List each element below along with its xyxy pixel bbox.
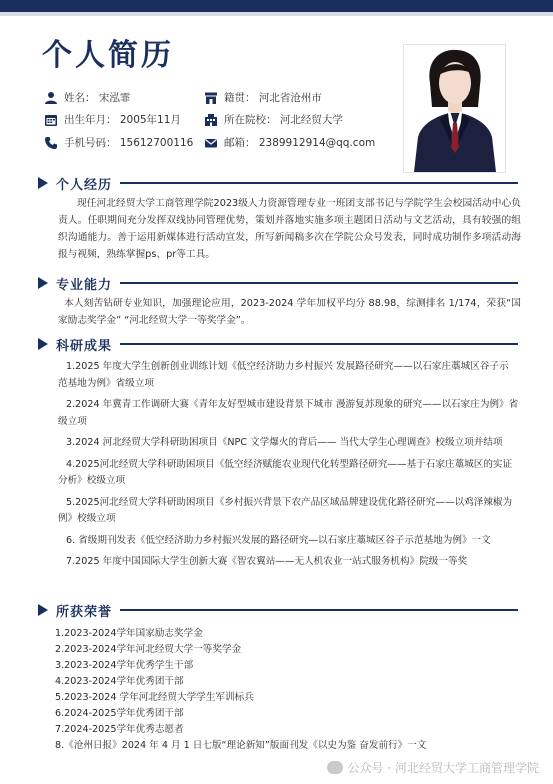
- info-hometown: [204, 90, 322, 105]
- watermark: [327, 759, 539, 776]
- top-banner: [0, 0, 553, 12]
- section-arrow-icon: [38, 338, 48, 350]
- watermark-text: 公众号 · 河北经贸大学工商管理学院: [347, 761, 539, 775]
- building-icon: [204, 113, 218, 127]
- info-phone: [44, 135, 193, 150]
- research-item: 7.2025 年度中国国际大学生创新大赛《智农翼站——无人机农业一站式服务机构》院级一等奖: [66, 556, 468, 567]
- section-research-title: 科研成果: [56, 338, 113, 354]
- section-arrow-icon: [38, 277, 48, 289]
- section-honors-header: [38, 599, 518, 621]
- mail-icon: [204, 136, 218, 150]
- info-school: [204, 112, 343, 127]
- info-name-text: 姓名： 宋泓霏: [64, 92, 131, 104]
- honors-list: [55, 626, 525, 754]
- research-item: 4.2025河北经贸大学科研助困项目《低空经济赋能农业现代化转型路径研究——基于石家庄藁城区的实证分析》校级立项: [58, 458, 513, 486]
- section-divider: [120, 282, 518, 284]
- research-item: 1.2025 年度大学生创新创业训练计划《低空经济助力乡村振兴 发展路径研究——以石家庄藁城区谷子示 范基地为例》省级立项: [58, 361, 509, 389]
- section-arrow-icon: [38, 177, 48, 189]
- honor-item: 4.2023-2024学年优秀团干部: [55, 676, 184, 687]
- honor-item: 3.2023-2024学年优秀学生干部: [55, 660, 194, 671]
- page-title: 个人简历: [42, 38, 174, 73]
- section-divider: [120, 343, 518, 345]
- section-experience-header: [38, 172, 518, 194]
- info-school-text: 所在院校： 河北经贸大学: [224, 114, 343, 126]
- section-ability-header: [38, 272, 518, 294]
- ability-text: 本人刻苦钻研专业知识，加强理论应用，2023-2024 学年加权平均分 88.98，综测排名 1/174，荣获“国家励志奖学金” “河北经贸大学一等奖学金”。: [58, 298, 521, 326]
- info-email: [204, 135, 375, 150]
- wechat-icon: [327, 761, 343, 774]
- honor-item: 8.《沧州日报》2024 年 4 月 1 日七版“理论新知”版面刊发《以史为鉴 奋发前行》一文: [55, 740, 427, 751]
- store-icon: [204, 91, 218, 105]
- profile-photo: [403, 44, 506, 173]
- research-item: 3.2024 河北经贸大学科研助困项目《NPC 文学爆火的背后—— 当代大学生心理调查》校级立项并结项: [66, 437, 503, 448]
- honor-item: 6.2024-2025学年优秀团干部: [55, 708, 184, 719]
- person-icon: [44, 91, 58, 105]
- info-email-text: 邮箱： 2389912914@qq.com: [224, 137, 376, 149]
- calendar-icon: [44, 113, 58, 127]
- research-item: 6. 省级期刊发表《低空经济助力乡村振兴发展的路径研究—以石家庄藁城区谷子示范基地为例》一文: [66, 534, 491, 546]
- info-name: [44, 90, 130, 105]
- info-hometown-text: 籍贯： 河北省沧州市: [224, 92, 322, 104]
- section-experience-title: 个人经历: [56, 177, 113, 193]
- section-divider: [120, 182, 518, 184]
- info-birth: [44, 112, 181, 127]
- info-phone-text: 手机号码： 15612700116: [64, 137, 194, 149]
- research-item: 5.2025河北经贸大学科研助困项目《乡村振兴背景下农产品区域品牌建设优化路径研究——以鸡泽辣椒为例》校级立项: [58, 496, 513, 524]
- section-divider: [120, 609, 518, 611]
- section-ability-title: 专业能力: [56, 277, 113, 293]
- research-list: [58, 359, 520, 576]
- info-birth-text: 出生年月： 2005年11月: [64, 114, 181, 126]
- honor-item: 2.2023-2024学年河北经贸大学一等奖学金: [55, 644, 242, 655]
- honor-item: 1.2023-2024学年国家励志奖学金: [55, 628, 203, 639]
- top-banner-stripe: [0, 12, 553, 16]
- section-arrow-icon: [38, 604, 48, 616]
- research-item: 2.2024 年冀青工作调研大赛《青年友好型城市建设背景下城市 漫游复苏现象的研究——以石家庄为例》省级立项: [58, 399, 519, 427]
- section-honors-title: 所获荣誉: [56, 604, 113, 620]
- phone-icon: [44, 136, 58, 150]
- experience-text: 现任河北经贸大学工商管理学院2023级人力资源管理专业一班团支部书记与学院学生会校园活动中心负责人。任职期间充分发挥双线协同管理优势，策划并落地实施多项主题团日活动与文艺活动，具有较强的组织沟通能力。善于运用新媒体进行活动宣发，所写新闻稿多次在学院公众号发表，同时成功制作多项活动海报与视频，熟练掌握ps、pr等工具。: [58, 198, 521, 260]
- honor-item: 7.2024-2025学年优秀志愿者: [55, 724, 184, 735]
- honor-item: 5.2023-2024 学年河北经贸大学学生军训标兵: [55, 692, 254, 703]
- section-research-header: [38, 333, 518, 355]
